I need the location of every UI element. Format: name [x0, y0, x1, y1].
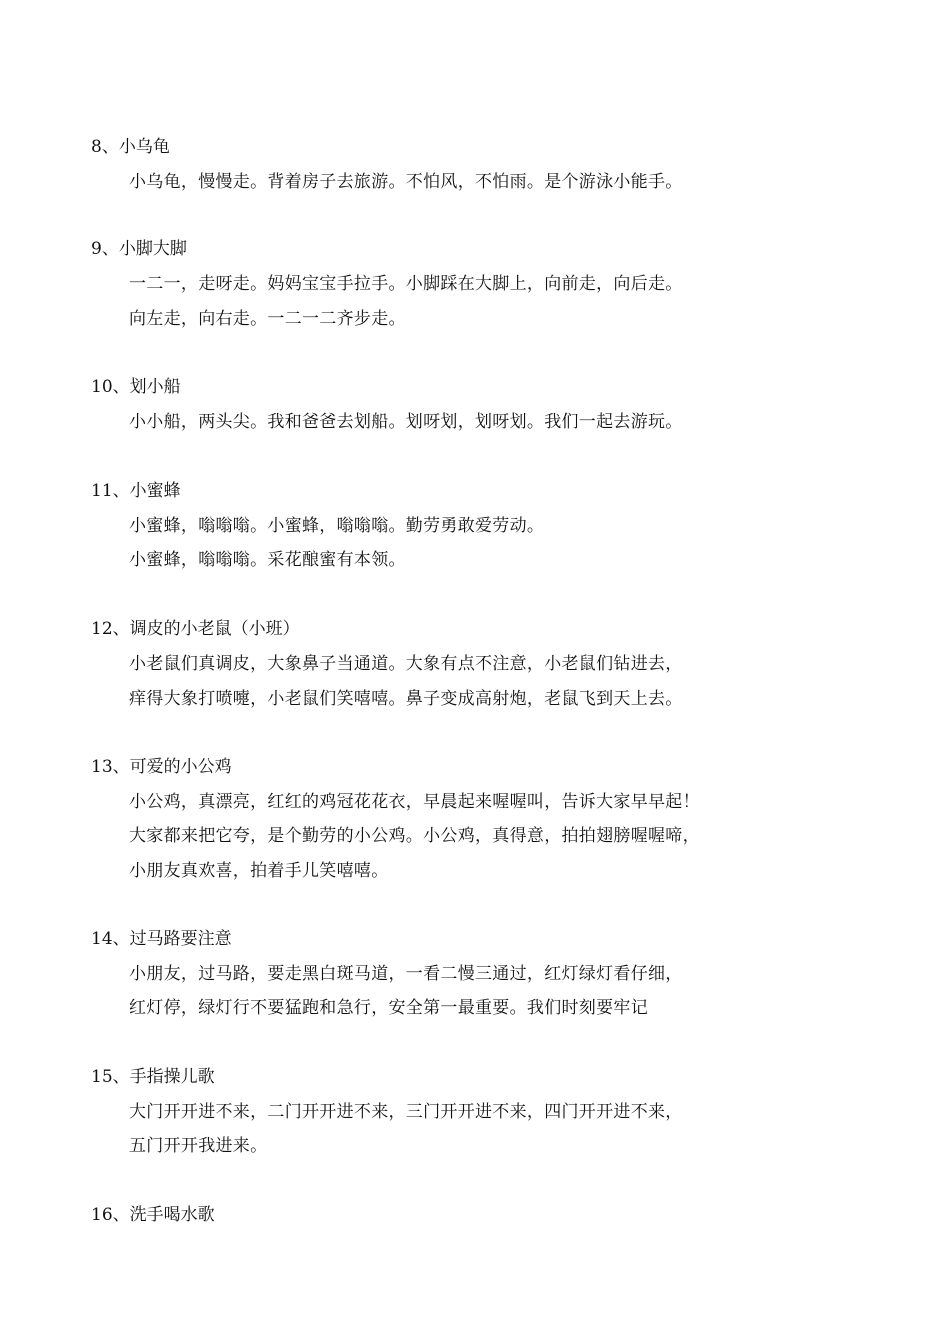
verse-line: 小小船，两头尖。我和爸爸去划船。划呀划，划呀划。我们一起去游玩。	[129, 412, 683, 432]
verse-line: 向左走，向右走。一二一二齐步走。	[129, 309, 406, 329]
section-title: 8、小乌龟	[91, 137, 170, 157]
verse-line: 五门开开我进来。	[129, 1136, 268, 1156]
verse-line: 小乌龟，慢慢走。背着房子去旅游。不怕风，不怕雨。是个游泳小能手。	[129, 172, 683, 192]
verse-line: 大家都来把它夸，是个勤劳的小公鸡。小公鸡，真得意，拍拍翅膀喔喔啼，	[129, 826, 700, 846]
verse-line: 大门开开进不来，二门开开进不来，三门开开进不来，四门开开进不来，	[129, 1102, 683, 1122]
section-title: 9、小脚大脚	[91, 239, 187, 259]
verse-line: 小蜜蜂，嗡嗡嗡。小蜜蜂，嗡嗡嗡。勤劳勇敢爱劳动。	[129, 516, 545, 536]
verse-line: 一二一，走呀走。妈妈宝宝手拉手。小脚踩在大脚上，向前走，向后走。	[129, 274, 683, 294]
verse-line: 红灯停，绿灯行不要猛跑和急行，安全第一最重要。我们时刻要牢记	[129, 998, 648, 1018]
section-title: 13、可爱的小公鸡	[91, 757, 232, 777]
section-title: 16、洗手喝水歌	[91, 1205, 215, 1225]
verse-line: 痒得大象打喷嚏，小老鼠们笑嘻嘻。鼻子变成高射炮，老鼠飞到天上去。	[129, 689, 683, 709]
section-title: 10、划小船	[91, 377, 181, 397]
verse-line: 小公鸡，真漂亮，红红的鸡冠花花衣，早晨起来喔喔叫，告诉大家早早起！	[129, 792, 700, 812]
section-title: 14、过马路要注意	[91, 929, 232, 949]
verse-line: 小朋友真欢喜，拍着手儿笑嘻嘻。	[129, 861, 389, 881]
section-title: 15、手指操儿歌	[91, 1067, 215, 1087]
verse-line: 小朋友，过马路，要走黑白斑马道，一看二慢三通过，红灯绿灯看仔细，	[129, 964, 683, 984]
section-title: 11、小蜜蜂	[91, 481, 181, 501]
verse-line: 小蜜蜂，嗡嗡嗡。采花酿蜜有本领。	[129, 550, 406, 570]
section-title: 12、调皮的小老鼠（小班）	[91, 619, 300, 639]
verse-line: 小老鼠们真调皮，大象鼻子当通道。大象有点不注意，小老鼠们钻进去，	[129, 654, 683, 674]
